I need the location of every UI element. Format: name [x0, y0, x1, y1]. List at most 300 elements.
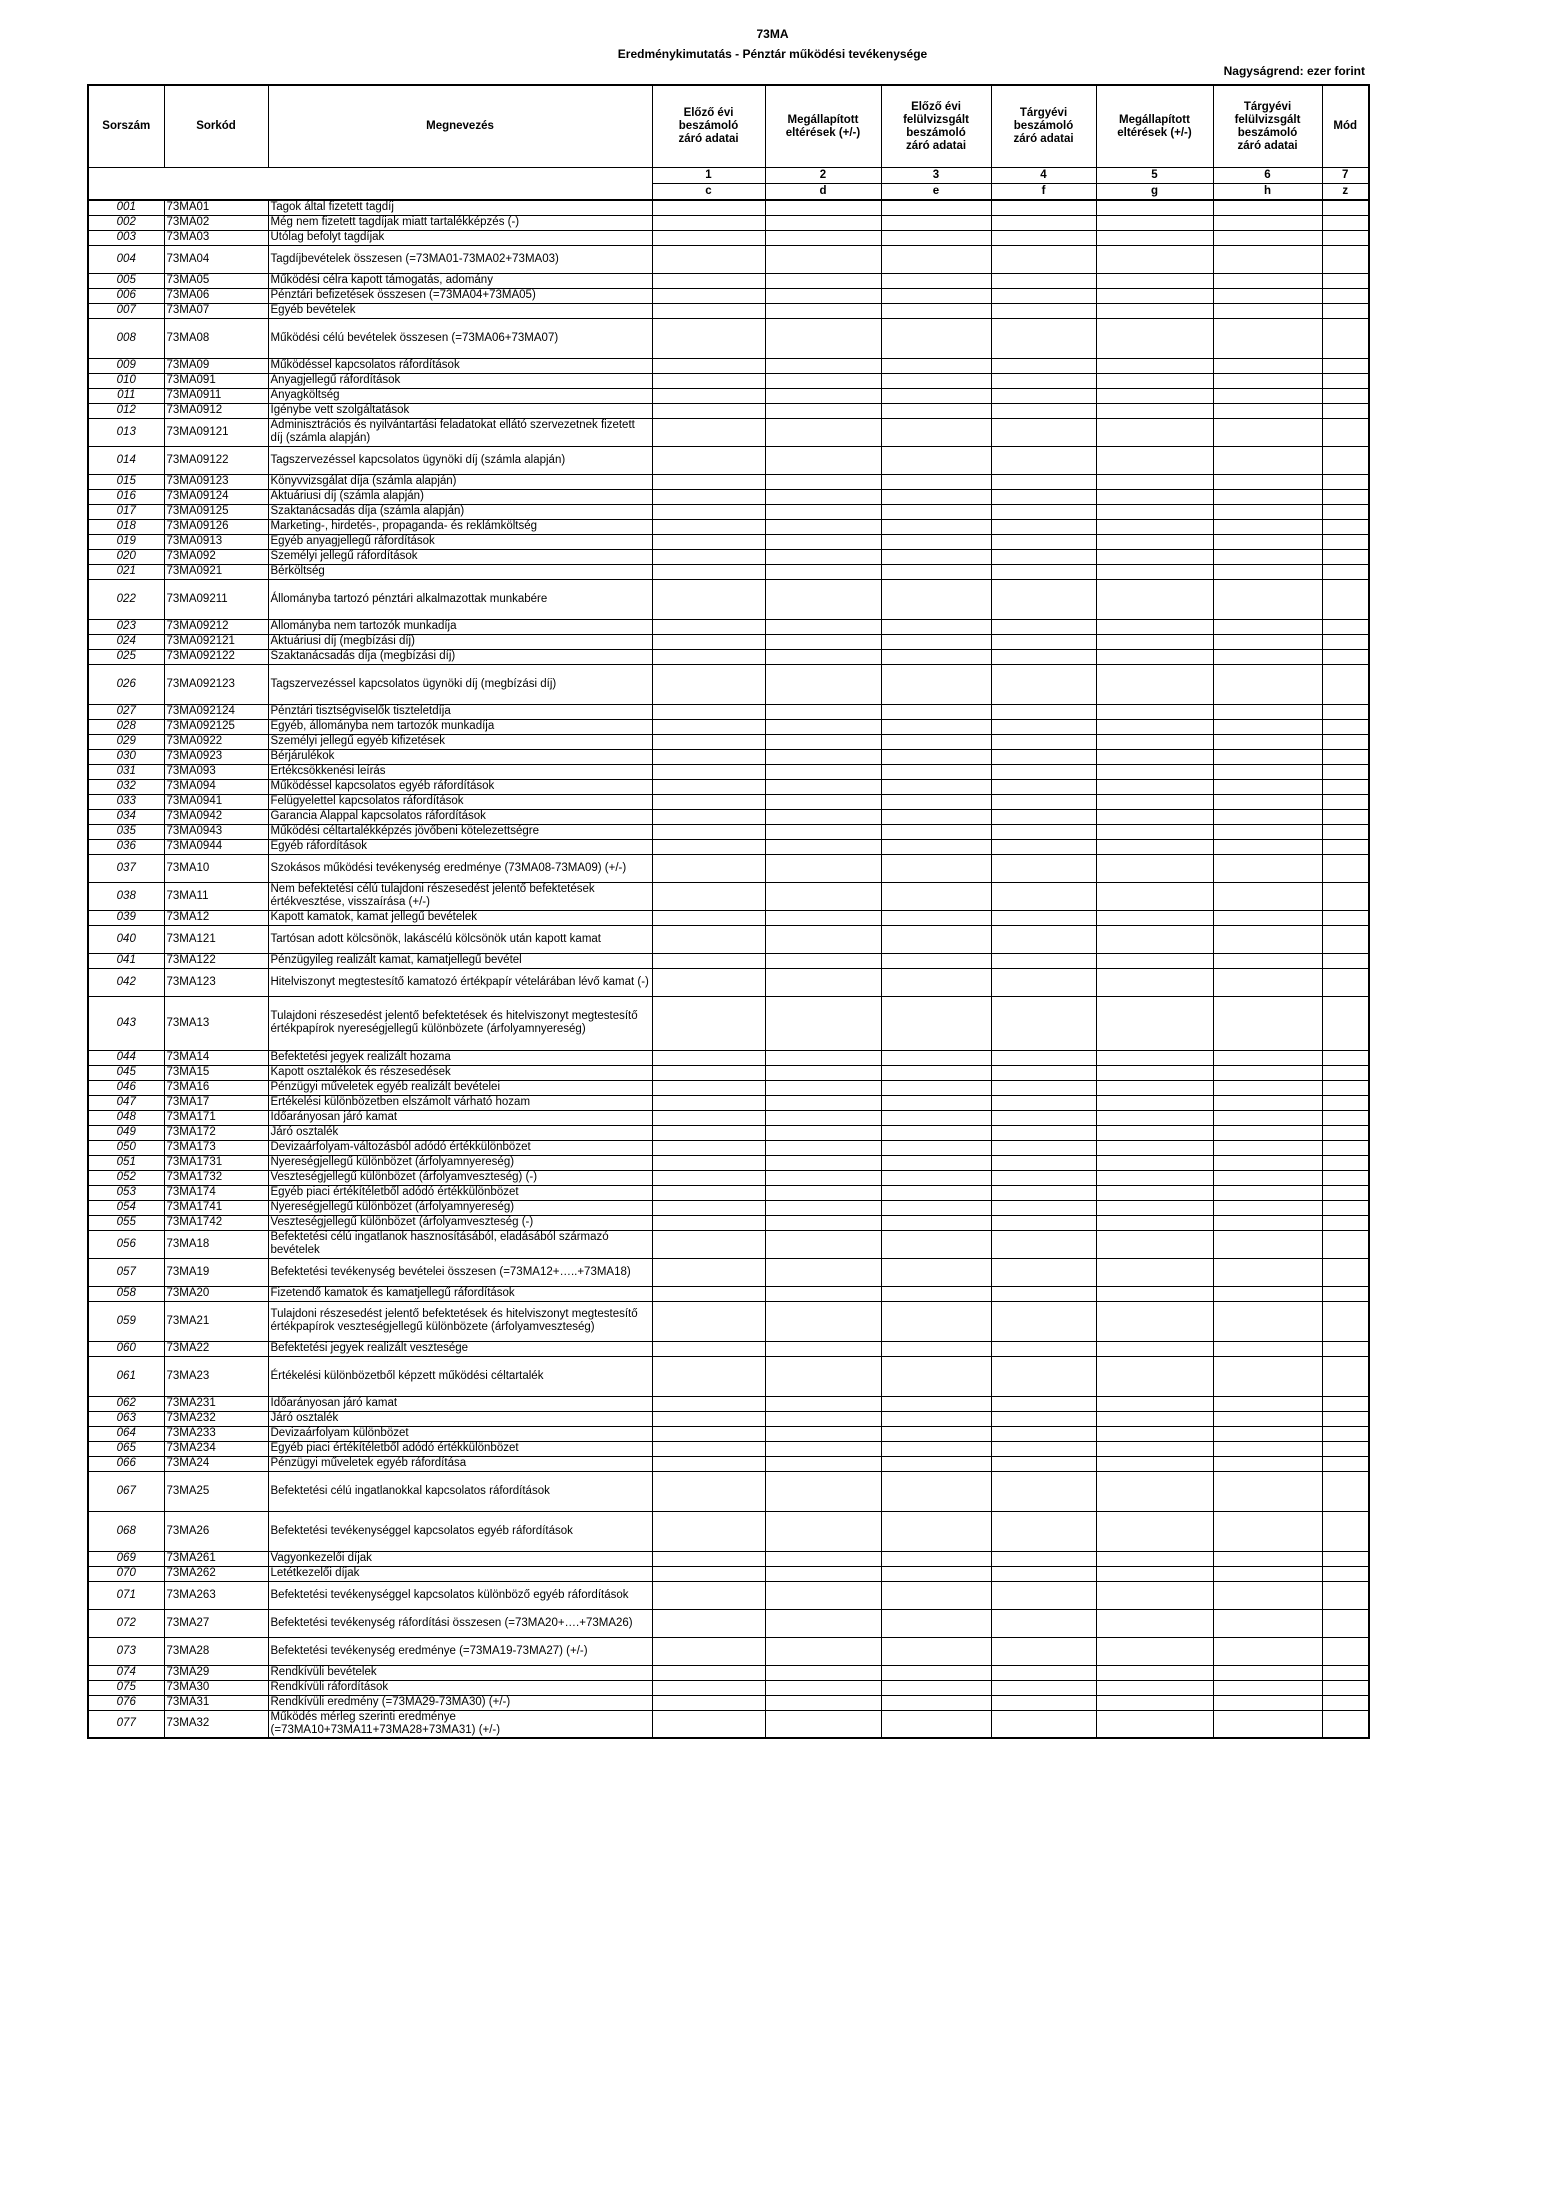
value-cell-6[interactable]	[1213, 1125, 1322, 1140]
value-cell-3[interactable]	[881, 245, 991, 273]
value-cell-4[interactable]	[991, 403, 1096, 418]
value-cell-2[interactable]	[765, 1695, 881, 1710]
value-cell-1[interactable]	[652, 564, 765, 579]
value-cell-1[interactable]	[652, 719, 765, 734]
value-cell-1[interactable]	[652, 1471, 765, 1511]
value-cell-5[interactable]	[1096, 764, 1213, 779]
value-cell-4[interactable]	[991, 719, 1096, 734]
value-cell-1[interactable]	[652, 1215, 765, 1230]
value-cell-7[interactable]	[1322, 1065, 1369, 1080]
value-cell-3[interactable]	[881, 854, 991, 882]
value-cell-3[interactable]	[881, 579, 991, 619]
value-cell-1[interactable]	[652, 1258, 765, 1286]
value-cell-2[interactable]	[765, 273, 881, 288]
value-cell-7[interactable]	[1322, 953, 1369, 968]
value-cell-6[interactable]	[1213, 839, 1322, 854]
value-cell-1[interactable]	[652, 403, 765, 418]
value-cell-5[interactable]	[1096, 489, 1213, 504]
value-cell-4[interactable]	[991, 953, 1096, 968]
value-cell-4[interactable]	[991, 634, 1096, 649]
value-cell-5[interactable]	[1096, 1050, 1213, 1065]
value-cell-4[interactable]	[991, 303, 1096, 318]
value-cell-7[interactable]	[1322, 519, 1369, 534]
value-cell-2[interactable]	[765, 489, 881, 504]
value-cell-3[interactable]	[881, 664, 991, 704]
value-cell-2[interactable]	[765, 1258, 881, 1286]
value-cell-6[interactable]	[1213, 1258, 1322, 1286]
value-cell-5[interactable]	[1096, 273, 1213, 288]
value-cell-4[interactable]	[991, 373, 1096, 388]
value-cell-2[interactable]	[765, 1710, 881, 1738]
value-cell-7[interactable]	[1322, 1258, 1369, 1286]
value-cell-7[interactable]	[1322, 200, 1369, 215]
value-cell-1[interactable]	[652, 230, 765, 245]
value-cell-1[interactable]	[652, 1200, 765, 1215]
value-cell-3[interactable]	[881, 549, 991, 564]
value-cell-4[interactable]	[991, 1065, 1096, 1080]
value-cell-7[interactable]	[1322, 230, 1369, 245]
value-cell-5[interactable]	[1096, 1566, 1213, 1581]
value-cell-1[interactable]	[652, 882, 765, 910]
value-cell-5[interactable]	[1096, 1110, 1213, 1125]
value-cell-3[interactable]	[881, 1230, 991, 1258]
value-cell-7[interactable]	[1322, 1185, 1369, 1200]
value-cell-6[interactable]	[1213, 273, 1322, 288]
value-cell-1[interactable]	[652, 1609, 765, 1637]
value-cell-2[interactable]	[765, 200, 881, 215]
value-cell-4[interactable]	[991, 1140, 1096, 1155]
value-cell-1[interactable]	[652, 1426, 765, 1441]
value-cell-2[interactable]	[765, 664, 881, 704]
value-cell-1[interactable]	[652, 1456, 765, 1471]
value-cell-4[interactable]	[991, 474, 1096, 489]
value-cell-7[interactable]	[1322, 549, 1369, 564]
value-cell-5[interactable]	[1096, 619, 1213, 634]
value-cell-1[interactable]	[652, 504, 765, 519]
value-cell-4[interactable]	[991, 996, 1096, 1050]
value-cell-5[interactable]	[1096, 1581, 1213, 1609]
value-cell-7[interactable]	[1322, 1456, 1369, 1471]
value-cell-5[interactable]	[1096, 215, 1213, 230]
value-cell-4[interactable]	[991, 1456, 1096, 1471]
value-cell-5[interactable]	[1096, 1511, 1213, 1551]
value-cell-7[interactable]	[1322, 403, 1369, 418]
value-cell-7[interactable]	[1322, 1609, 1369, 1637]
value-cell-3[interactable]	[881, 719, 991, 734]
value-cell-2[interactable]	[765, 1185, 881, 1200]
value-cell-6[interactable]	[1213, 968, 1322, 996]
value-cell-2[interactable]	[765, 619, 881, 634]
value-cell-5[interactable]	[1096, 200, 1213, 215]
value-cell-1[interactable]	[652, 925, 765, 953]
value-cell-5[interactable]	[1096, 318, 1213, 358]
value-cell-5[interactable]	[1096, 1125, 1213, 1140]
value-cell-1[interactable]	[652, 1301, 765, 1341]
value-cell-4[interactable]	[991, 215, 1096, 230]
value-cell-3[interactable]	[881, 358, 991, 373]
value-cell-3[interactable]	[881, 1710, 991, 1738]
value-cell-2[interactable]	[765, 474, 881, 489]
value-cell-4[interactable]	[991, 839, 1096, 854]
value-cell-7[interactable]	[1322, 839, 1369, 854]
value-cell-3[interactable]	[881, 1185, 991, 1200]
value-cell-5[interactable]	[1096, 1637, 1213, 1665]
value-cell-1[interactable]	[652, 854, 765, 882]
value-cell-2[interactable]	[765, 1200, 881, 1215]
value-cell-2[interactable]	[765, 288, 881, 303]
value-cell-6[interactable]	[1213, 1050, 1322, 1065]
value-cell-5[interactable]	[1096, 418, 1213, 446]
value-cell-5[interactable]	[1096, 1680, 1213, 1695]
value-cell-4[interactable]	[991, 1680, 1096, 1695]
value-cell-1[interactable]	[652, 1680, 765, 1695]
value-cell-3[interactable]	[881, 1551, 991, 1566]
value-cell-1[interactable]	[652, 318, 765, 358]
value-cell-6[interactable]	[1213, 619, 1322, 634]
value-cell-2[interactable]	[765, 910, 881, 925]
value-cell-4[interactable]	[991, 1185, 1096, 1200]
value-cell-3[interactable]	[881, 824, 991, 839]
value-cell-2[interactable]	[765, 1511, 881, 1551]
value-cell-5[interactable]	[1096, 534, 1213, 549]
value-cell-7[interactable]	[1322, 358, 1369, 373]
value-cell-6[interactable]	[1213, 1301, 1322, 1341]
value-cell-3[interactable]	[881, 1609, 991, 1637]
value-cell-4[interactable]	[991, 1471, 1096, 1511]
value-cell-6[interactable]	[1213, 418, 1322, 446]
value-cell-1[interactable]	[652, 1050, 765, 1065]
value-cell-6[interactable]	[1213, 215, 1322, 230]
value-cell-3[interactable]	[881, 1411, 991, 1426]
value-cell-6[interactable]	[1213, 1110, 1322, 1125]
value-cell-2[interactable]	[765, 1637, 881, 1665]
value-cell-5[interactable]	[1096, 579, 1213, 619]
value-cell-3[interactable]	[881, 1456, 991, 1471]
value-cell-1[interactable]	[652, 1566, 765, 1581]
value-cell-3[interactable]	[881, 1581, 991, 1609]
value-cell-6[interactable]	[1213, 634, 1322, 649]
value-cell-7[interactable]	[1322, 1581, 1369, 1609]
value-cell-7[interactable]	[1322, 303, 1369, 318]
value-cell-7[interactable]	[1322, 1286, 1369, 1301]
value-cell-2[interactable]	[765, 358, 881, 373]
value-cell-4[interactable]	[991, 1215, 1096, 1230]
value-cell-3[interactable]	[881, 794, 991, 809]
value-cell-2[interactable]	[765, 968, 881, 996]
value-cell-6[interactable]	[1213, 245, 1322, 273]
value-cell-1[interactable]	[652, 489, 765, 504]
value-cell-5[interactable]	[1096, 734, 1213, 749]
value-cell-2[interactable]	[765, 1665, 881, 1680]
value-cell-6[interactable]	[1213, 1695, 1322, 1710]
value-cell-1[interactable]	[652, 288, 765, 303]
value-cell-4[interactable]	[991, 1695, 1096, 1710]
value-cell-3[interactable]	[881, 1155, 991, 1170]
value-cell-4[interactable]	[991, 779, 1096, 794]
value-cell-1[interactable]	[652, 215, 765, 230]
value-cell-7[interactable]	[1322, 489, 1369, 504]
value-cell-2[interactable]	[765, 719, 881, 734]
value-cell-3[interactable]	[881, 764, 991, 779]
value-cell-5[interactable]	[1096, 1609, 1213, 1637]
value-cell-5[interactable]	[1096, 504, 1213, 519]
value-cell-5[interactable]	[1096, 1185, 1213, 1200]
value-cell-3[interactable]	[881, 634, 991, 649]
value-cell-5[interactable]	[1096, 1301, 1213, 1341]
value-cell-1[interactable]	[652, 1551, 765, 1566]
value-cell-7[interactable]	[1322, 318, 1369, 358]
value-cell-1[interactable]	[652, 373, 765, 388]
value-cell-7[interactable]	[1322, 779, 1369, 794]
value-cell-3[interactable]	[881, 564, 991, 579]
value-cell-6[interactable]	[1213, 1566, 1322, 1581]
value-cell-5[interactable]	[1096, 1080, 1213, 1095]
value-cell-2[interactable]	[765, 925, 881, 953]
value-cell-3[interactable]	[881, 1286, 991, 1301]
value-cell-3[interactable]	[881, 1471, 991, 1511]
value-cell-5[interactable]	[1096, 358, 1213, 373]
value-cell-6[interactable]	[1213, 1680, 1322, 1695]
value-cell-1[interactable]	[652, 1441, 765, 1456]
value-cell-1[interactable]	[652, 446, 765, 474]
value-cell-3[interactable]	[881, 1125, 991, 1140]
value-cell-6[interactable]	[1213, 403, 1322, 418]
value-cell-1[interactable]	[652, 303, 765, 318]
value-cell-1[interactable]	[652, 996, 765, 1050]
value-cell-2[interactable]	[765, 1065, 881, 1080]
value-cell-2[interactable]	[765, 794, 881, 809]
value-cell-6[interactable]	[1213, 303, 1322, 318]
value-cell-1[interactable]	[652, 1581, 765, 1609]
value-cell-4[interactable]	[991, 564, 1096, 579]
value-cell-4[interactable]	[991, 1551, 1096, 1566]
value-cell-3[interactable]	[881, 996, 991, 1050]
value-cell-7[interactable]	[1322, 1426, 1369, 1441]
value-cell-4[interactable]	[991, 1637, 1096, 1665]
value-cell-7[interactable]	[1322, 1050, 1369, 1065]
value-cell-5[interactable]	[1096, 839, 1213, 854]
value-cell-2[interactable]	[765, 1095, 881, 1110]
value-cell-3[interactable]	[881, 388, 991, 403]
value-cell-2[interactable]	[765, 318, 881, 358]
value-cell-5[interactable]	[1096, 749, 1213, 764]
value-cell-6[interactable]	[1213, 704, 1322, 719]
value-cell-7[interactable]	[1322, 764, 1369, 779]
value-cell-4[interactable]	[991, 809, 1096, 824]
value-cell-5[interactable]	[1096, 996, 1213, 1050]
value-cell-3[interactable]	[881, 446, 991, 474]
value-cell-5[interactable]	[1096, 953, 1213, 968]
value-cell-5[interactable]	[1096, 824, 1213, 839]
value-cell-3[interactable]	[881, 1110, 991, 1125]
value-cell-7[interactable]	[1322, 1695, 1369, 1710]
value-cell-3[interactable]	[881, 1426, 991, 1441]
value-cell-5[interactable]	[1096, 1411, 1213, 1426]
value-cell-5[interactable]	[1096, 373, 1213, 388]
value-cell-6[interactable]	[1213, 1185, 1322, 1200]
value-cell-3[interactable]	[881, 273, 991, 288]
value-cell-4[interactable]	[991, 968, 1096, 996]
value-cell-5[interactable]	[1096, 288, 1213, 303]
value-cell-1[interactable]	[652, 1411, 765, 1426]
value-cell-5[interactable]	[1096, 704, 1213, 719]
value-cell-4[interactable]	[991, 245, 1096, 273]
value-cell-7[interactable]	[1322, 704, 1369, 719]
value-cell-5[interactable]	[1096, 388, 1213, 403]
value-cell-6[interactable]	[1213, 953, 1322, 968]
value-cell-4[interactable]	[991, 388, 1096, 403]
value-cell-1[interactable]	[652, 1110, 765, 1125]
value-cell-2[interactable]	[765, 1471, 881, 1511]
value-cell-1[interactable]	[652, 519, 765, 534]
value-cell-6[interactable]	[1213, 1396, 1322, 1411]
value-cell-1[interactable]	[652, 1286, 765, 1301]
value-cell-2[interactable]	[765, 1341, 881, 1356]
value-cell-1[interactable]	[652, 824, 765, 839]
value-cell-6[interactable]	[1213, 446, 1322, 474]
value-cell-5[interactable]	[1096, 519, 1213, 534]
value-cell-3[interactable]	[881, 230, 991, 245]
value-cell-2[interactable]	[765, 564, 881, 579]
value-cell-3[interactable]	[881, 882, 991, 910]
value-cell-4[interactable]	[991, 418, 1096, 446]
value-cell-5[interactable]	[1096, 1065, 1213, 1080]
value-cell-2[interactable]	[765, 854, 881, 882]
value-cell-5[interactable]	[1096, 1230, 1213, 1258]
value-cell-1[interactable]	[652, 704, 765, 719]
value-cell-5[interactable]	[1096, 634, 1213, 649]
value-cell-4[interactable]	[991, 925, 1096, 953]
value-cell-6[interactable]	[1213, 764, 1322, 779]
value-cell-2[interactable]	[765, 1170, 881, 1185]
value-cell-5[interactable]	[1096, 1710, 1213, 1738]
value-cell-3[interactable]	[881, 1170, 991, 1185]
value-cell-5[interactable]	[1096, 1695, 1213, 1710]
value-cell-1[interactable]	[652, 1080, 765, 1095]
value-cell-7[interactable]	[1322, 418, 1369, 446]
value-cell-1[interactable]	[652, 1695, 765, 1710]
value-cell-7[interactable]	[1322, 388, 1369, 403]
value-cell-5[interactable]	[1096, 809, 1213, 824]
value-cell-7[interactable]	[1322, 925, 1369, 953]
value-cell-6[interactable]	[1213, 1215, 1322, 1230]
value-cell-5[interactable]	[1096, 564, 1213, 579]
value-cell-3[interactable]	[881, 1095, 991, 1110]
value-cell-1[interactable]	[652, 779, 765, 794]
value-cell-2[interactable]	[765, 1609, 881, 1637]
value-cell-7[interactable]	[1322, 1095, 1369, 1110]
value-cell-2[interactable]	[765, 1566, 881, 1581]
value-cell-3[interactable]	[881, 1140, 991, 1155]
value-cell-6[interactable]	[1213, 200, 1322, 215]
value-cell-3[interactable]	[881, 288, 991, 303]
value-cell-3[interactable]	[881, 925, 991, 953]
value-cell-5[interactable]	[1096, 968, 1213, 996]
value-cell-4[interactable]	[991, 882, 1096, 910]
value-cell-7[interactable]	[1322, 734, 1369, 749]
value-cell-6[interactable]	[1213, 1411, 1322, 1426]
value-cell-2[interactable]	[765, 519, 881, 534]
value-cell-3[interactable]	[881, 1665, 991, 1680]
value-cell-1[interactable]	[652, 549, 765, 564]
value-cell-1[interactable]	[652, 839, 765, 854]
value-cell-1[interactable]	[652, 1095, 765, 1110]
value-cell-2[interactable]	[765, 809, 881, 824]
value-cell-4[interactable]	[991, 619, 1096, 634]
value-cell-3[interactable]	[881, 403, 991, 418]
value-cell-6[interactable]	[1213, 579, 1322, 619]
value-cell-5[interactable]	[1096, 1170, 1213, 1185]
value-cell-2[interactable]	[765, 1230, 881, 1258]
value-cell-2[interactable]	[765, 779, 881, 794]
value-cell-7[interactable]	[1322, 474, 1369, 489]
value-cell-6[interactable]	[1213, 1581, 1322, 1609]
value-cell-6[interactable]	[1213, 1471, 1322, 1511]
value-cell-7[interactable]	[1322, 910, 1369, 925]
value-cell-7[interactable]	[1322, 1200, 1369, 1215]
value-cell-2[interactable]	[765, 403, 881, 418]
value-cell-2[interactable]	[765, 649, 881, 664]
value-cell-7[interactable]	[1322, 1341, 1369, 1356]
value-cell-7[interactable]	[1322, 245, 1369, 273]
value-cell-4[interactable]	[991, 489, 1096, 504]
value-cell-5[interactable]	[1096, 1200, 1213, 1215]
value-cell-5[interactable]	[1096, 1155, 1213, 1170]
value-cell-6[interactable]	[1213, 504, 1322, 519]
value-cell-3[interactable]	[881, 734, 991, 749]
value-cell-5[interactable]	[1096, 245, 1213, 273]
value-cell-6[interactable]	[1213, 519, 1322, 534]
value-cell-4[interactable]	[991, 794, 1096, 809]
value-cell-1[interactable]	[652, 1125, 765, 1140]
value-cell-6[interactable]	[1213, 794, 1322, 809]
value-cell-4[interactable]	[991, 1080, 1096, 1095]
value-cell-2[interactable]	[765, 1426, 881, 1441]
value-cell-6[interactable]	[1213, 1080, 1322, 1095]
value-cell-3[interactable]	[881, 1200, 991, 1215]
value-cell-5[interactable]	[1096, 1258, 1213, 1286]
value-cell-4[interactable]	[991, 446, 1096, 474]
value-cell-1[interactable]	[652, 534, 765, 549]
value-cell-2[interactable]	[765, 504, 881, 519]
value-cell-2[interactable]	[765, 1680, 881, 1695]
value-cell-6[interactable]	[1213, 489, 1322, 504]
value-cell-1[interactable]	[652, 1665, 765, 1680]
value-cell-4[interactable]	[991, 910, 1096, 925]
value-cell-3[interactable]	[881, 1566, 991, 1581]
value-cell-5[interactable]	[1096, 1095, 1213, 1110]
value-cell-4[interactable]	[991, 519, 1096, 534]
value-cell-3[interactable]	[881, 1680, 991, 1695]
value-cell-6[interactable]	[1213, 1710, 1322, 1738]
value-cell-4[interactable]	[991, 1286, 1096, 1301]
value-cell-5[interactable]	[1096, 474, 1213, 489]
value-cell-1[interactable]	[652, 953, 765, 968]
value-cell-4[interactable]	[991, 1110, 1096, 1125]
value-cell-3[interactable]	[881, 704, 991, 719]
value-cell-3[interactable]	[881, 1215, 991, 1230]
value-cell-4[interactable]	[991, 1050, 1096, 1065]
value-cell-7[interactable]	[1322, 1125, 1369, 1140]
value-cell-1[interactable]	[652, 1230, 765, 1258]
value-cell-3[interactable]	[881, 318, 991, 358]
value-cell-2[interactable]	[765, 1125, 881, 1140]
value-cell-5[interactable]	[1096, 549, 1213, 564]
value-cell-6[interactable]	[1213, 534, 1322, 549]
value-cell-6[interactable]	[1213, 996, 1322, 1050]
value-cell-4[interactable]	[991, 288, 1096, 303]
value-cell-5[interactable]	[1096, 1341, 1213, 1356]
